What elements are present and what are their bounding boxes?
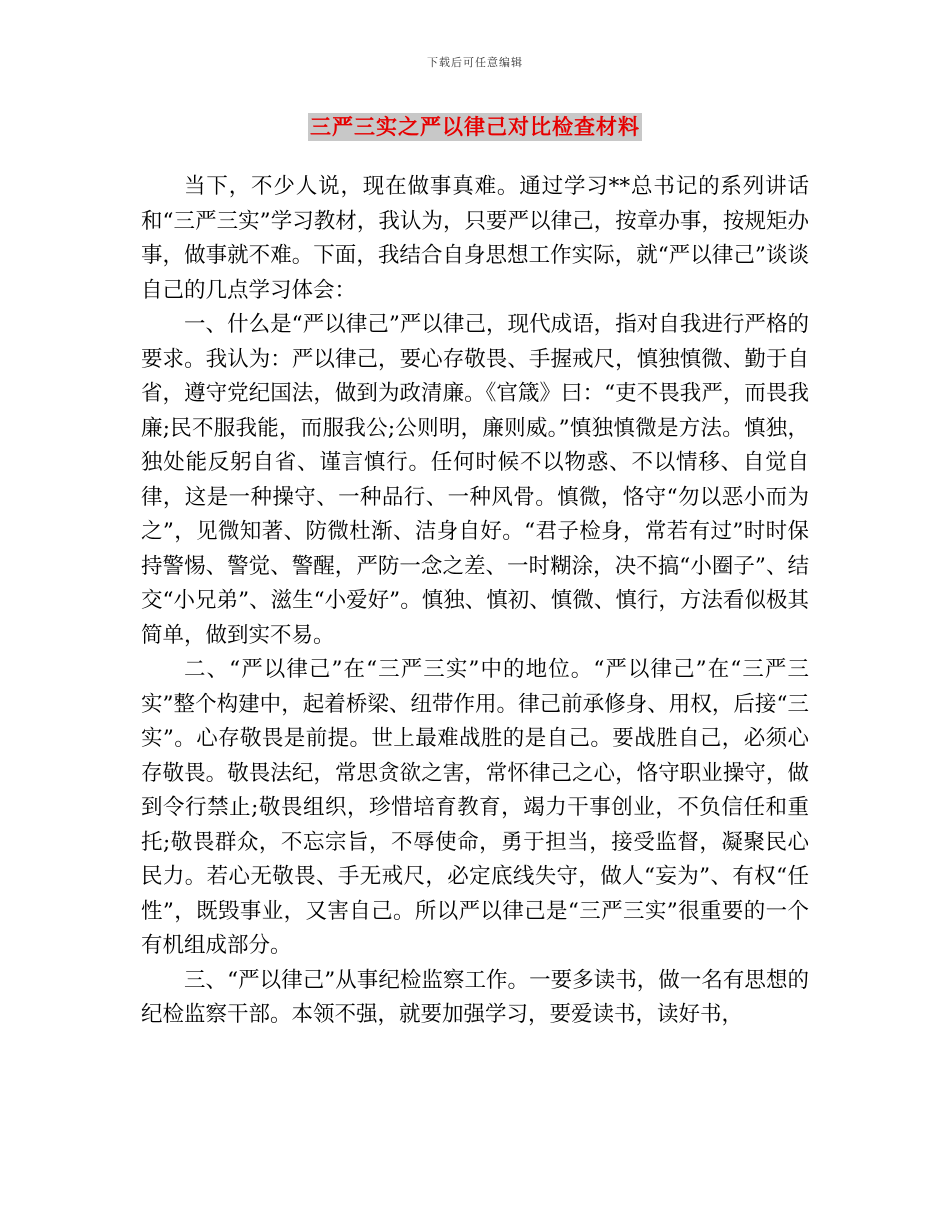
paragraph-intro: 当下，不少人说，现在做事真难。通过学习**总书记的系列讲话和“三严三实”学习教材，我认为，只要严以律己，按章办事，按规矩办事，做事就不难。下面，我结合自身思想工作实际，就“严以律己”谈谈自己的几点学习体会：: [141, 174, 809, 303]
paragraph-section-3: 三、“严以律己”从事纪检监察工作。一要多读书，做一名有思想的纪检监察干部。本领不强，就要加强学习，要爱读书，读好书，: [141, 967, 809, 1027]
paragraph-section-2: 二、“严以律己”在“三严三实”中的地位。“严以律己”在“三严三实”整个构建中，起着桥梁、纽带作用。律己前承修身、用权，后接“三实”。心存敬畏是前提。世上最难战胜的是自己。要战胜自己，必须心存敬畏。敬畏法纪，常思贪欲之害，常怀律己之心，恪守职业操守，做到令行禁止;敬畏组织，珍惜培育教育，竭力干事创业，不负信任和重托;敬畏群众，不忘宗旨，不辱使命，勇于担当，接受监督，凝聚民心民力。若心无敬畏、手无戒尺，必定底线失守，做人“妄为”、有权“任性”，既毁事业，又害自己。所以严以律己是“三严三实”很重要的一个有机组成部分。: [141, 657, 809, 958]
paragraph-section-1: 一、什么是“严以律己”严以律己，现代成语，指对自我进行严格的要求。我认为：严以律己，要心存敬畏、手握戒尺，慎独慎微、勤于自省，遵守党纪国法，做到为政清廉。《官箴》曰：“吏不畏我严，而畏我廉;民不服我能，而服我公;公则明，廉则威。”慎独慎微是方法。慎独，独处能反躬自省、谨言慎行。任何时候不以物惑、不以情移、自觉自律，这是一种操守、一种品行、一种风骨。慎微，恪守“勿以恶小而为之”，见微知著、防微杜渐、洁身自好。“君子检身，常若有过”时时保持警惕、警觉、警醒，严防一念之差、一时糊涂，决不搞“小圈子”、结交“小兄弟”、滋生“小爱好”。慎独、慎初、慎微、慎行，方法看似极其简单，做到实不易。: [141, 312, 809, 648]
title-container: [0, 113, 950, 141]
header-note: 下载后可任意编辑: [427, 56, 523, 69]
document-body: [141, 170, 809, 1033]
document-title: 三严三实之严以律己对比检查材料: [310, 114, 640, 139]
